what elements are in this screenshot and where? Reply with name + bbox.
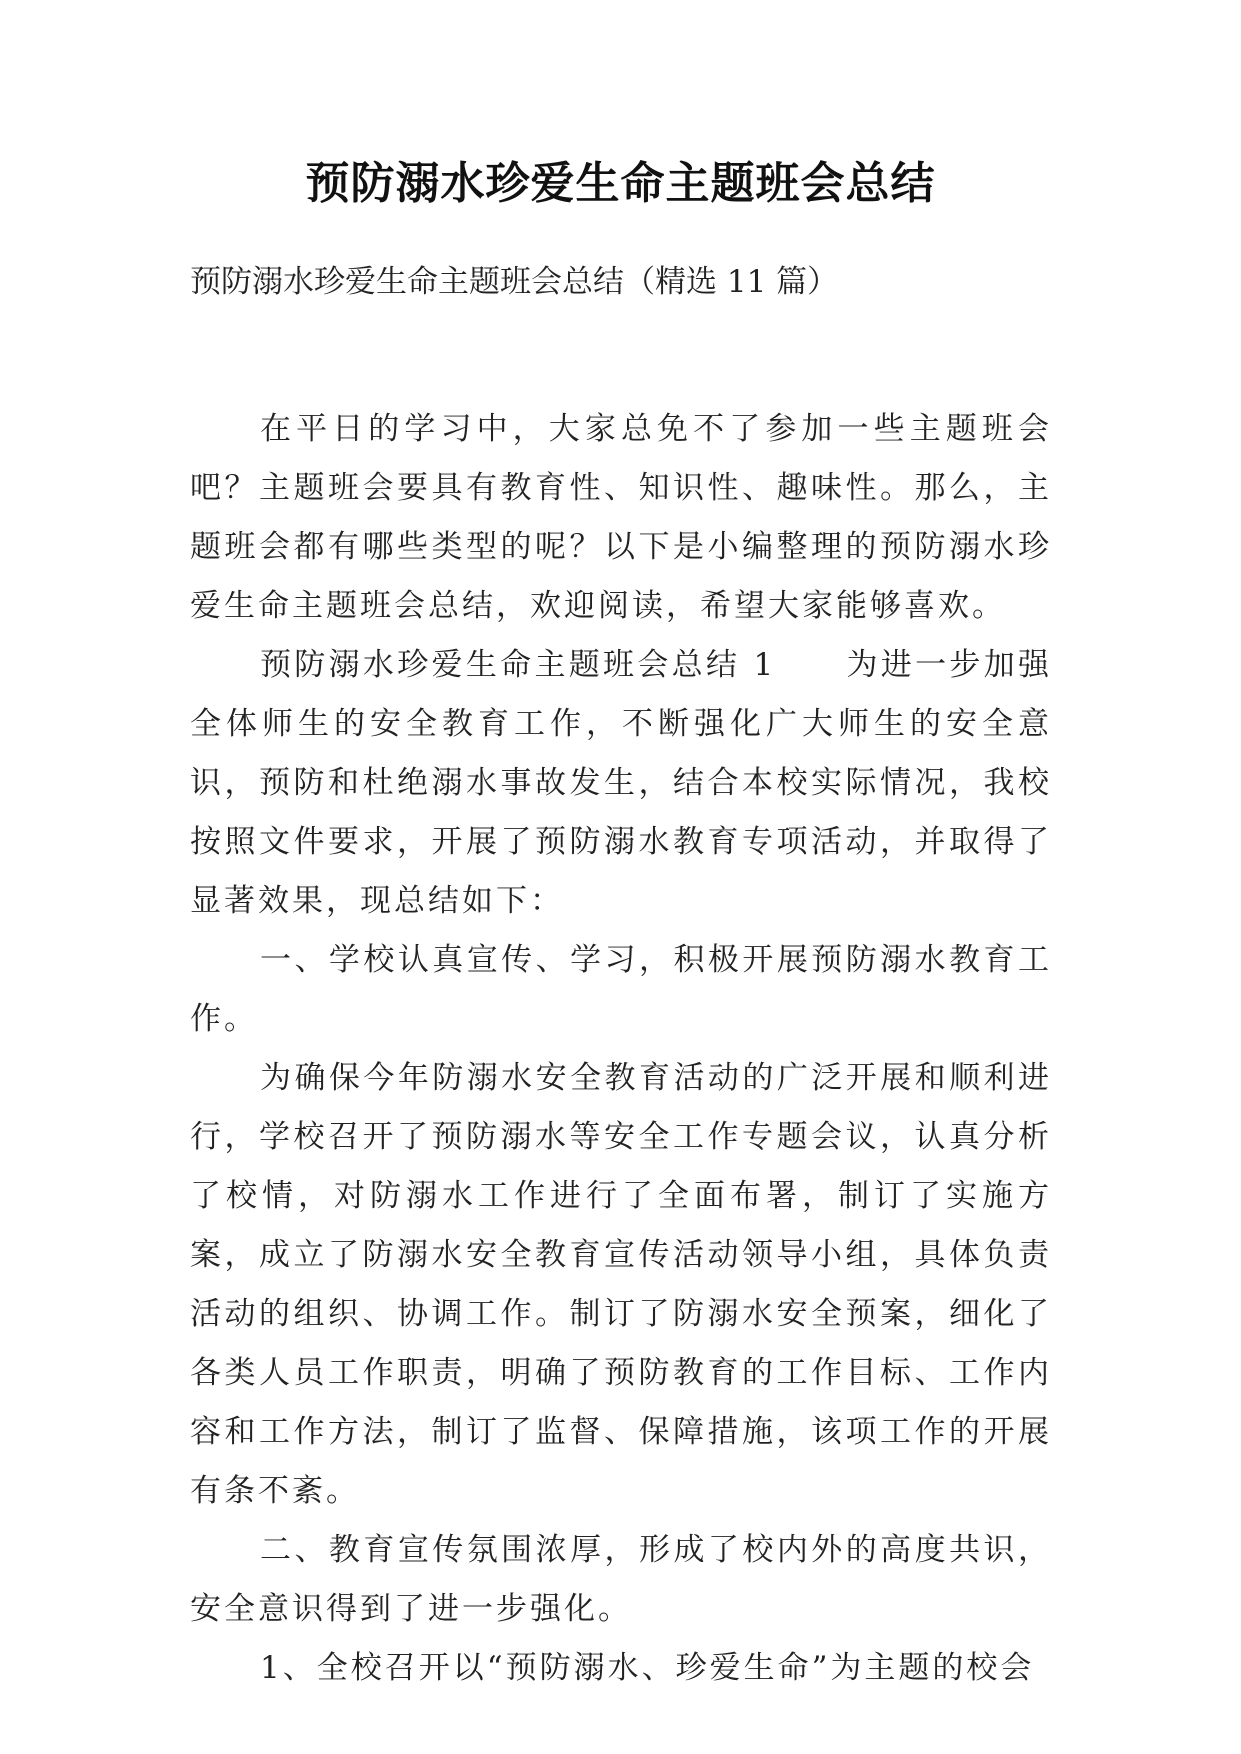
heading-2: 二、教育宣传氛围浓厚，形成了校内外的高度共识，安全意识得到了进一步强化。 [190,1532,1052,1627]
section-1-heading: 预防溺水珍爱生命主题班会总结 1 [260,647,777,683]
list-item-1: 1、全校召开以“预防溺水、珍爱生命”为主题的校会 [260,1650,1035,1686]
document-title: 预防溺水珍爱生命主题班会总结 [305,158,936,209]
section-1-text: 为进一步加强全体师生的安全教育工作，不断强化广大师生的安全意识，预防和杜绝溺水事故发生，结合本校实际情况，我校按照文件要求，开展了预防溺水教育专项活动，并取得了显著效果，现总结如下： [190,647,1053,919]
section-1-paragraph [190,636,1052,931]
intro-paragraph: 在平日的学习中，大家总免不了参加一些主题班会吧？主题班会要具有教育性、知识性、趣味性。那么，主题班会都有哪些类型的呢？以下是小编整理的预防溺水珍爱生命主题班会总结，欢迎阅读，希望大家能够喜欢。 [190,411,1052,624]
heading-1: 一、学校认真宣传、学习，积极开展预防溺水教育工作。 [190,942,1052,1037]
document-body [190,400,1052,1698]
body-paragraph: 为确保今年防溺水安全教育活动的广泛开展和顺利进行，学校召开了预防溺水等安全工作专题会议，认真分析了校情，对防溺水工作进行了全面布署，制订了实施方案，成立了防溺水安全教育宣传活动领导小组，具体负责活动的组织、协调工作。制订了防溺水安全预案，细化了各类人员工作职责，明确了预防教育的工作目标、工作内容和工作方法，制订了监督、保障措施，该项工作的开展有条不紊。 [190,1060,1052,1509]
document-subtitle: 预防溺水珍爱生命主题班会总结（精选 11 篇） [190,264,839,300]
